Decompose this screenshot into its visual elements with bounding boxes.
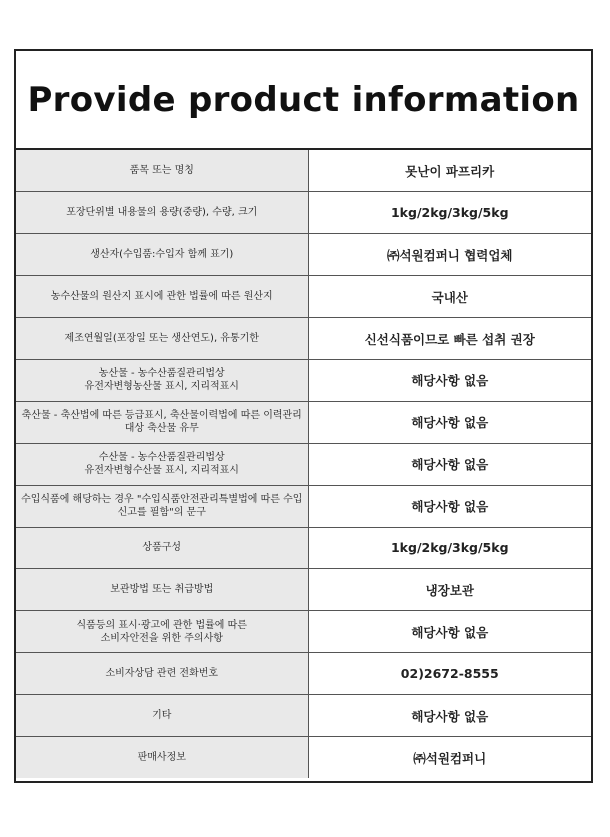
table-row — [16, 736, 591, 778]
row-label: 상품구성 — [16, 527, 308, 569]
row-label: 포장단위별 내용물의 용량(중량), 수량, 크기 — [16, 192, 308, 234]
row-label: 생산자(수입품:수입자 함께 표기) — [16, 234, 308, 276]
page-title: Provide product information — [27, 79, 580, 120]
row-label: 판매사정보 — [16, 736, 308, 778]
row-label: 소비자상담 관련 전화번호 — [16, 653, 308, 695]
table-row — [16, 485, 591, 527]
product-info-table — [16, 150, 591, 778]
row-label: 기타 — [16, 695, 308, 737]
table-row — [16, 192, 591, 234]
row-value: ㈜석원컴퍼니 — [413, 750, 487, 766]
row-label: 보관방법 또는 취급방법 — [16, 569, 308, 611]
row-value: 해당사항 없음 — [308, 443, 591, 485]
row-value: 신선식품이므로 빠른 섭취 권장 — [308, 318, 591, 360]
table-row — [16, 401, 591, 443]
title-box — [16, 51, 591, 150]
table-row — [16, 527, 591, 569]
table-row — [16, 443, 591, 485]
row-value: 냉장보관 — [308, 569, 591, 611]
table-row — [16, 611, 591, 653]
table-row — [16, 276, 591, 318]
row-label: 농수산물의 원산지 표시에 관한 법률에 따른 원산지 — [16, 276, 308, 318]
row-label: 축산물 - 축산법에 따른 등급표시, 축산물이력법에 따른 이력관리대상 축산물 유무 — [16, 401, 308, 443]
row-value: ㈜석원컴퍼니 협력업체 — [308, 234, 591, 276]
row-value: 못난이 파프리카 — [308, 150, 591, 192]
table-row — [16, 359, 591, 401]
product-info-sheet — [14, 49, 593, 783]
row-value: 02)2672-8555 — [308, 653, 591, 695]
table-row — [16, 234, 591, 276]
row-label: 제조연월일(포장일 또는 생산연도), 유통기한 — [16, 318, 308, 360]
row-value: 해당사항 없음 — [308, 359, 591, 401]
row-label: 식품등의 표시·광고에 관한 법률에 따른 소비자안전을 위한 주의사항 — [16, 611, 308, 653]
row-value: 1kg/2kg/3kg/5kg — [308, 192, 591, 234]
row-value: 해당사항 없음 — [308, 695, 591, 737]
row-label: 수산물 - 농수산품질관리법상 유전자변형수산물 표시, 지리적표시 — [16, 443, 308, 485]
row-value: 해당사항 없음 — [308, 401, 591, 443]
row-value: 국내산 — [308, 276, 591, 318]
table-row — [16, 695, 591, 737]
product-info-rows — [16, 150, 591, 778]
table-row — [16, 318, 591, 360]
row-value: 1kg/2kg/3kg/5kg — [308, 527, 591, 569]
row-value: 해당사항 없음 — [308, 485, 591, 527]
row-label: 농산물 - 농수산품질관리법상 유전자변형농산물 표시, 지리적표시 — [16, 359, 308, 401]
row-label: 수입식품에 해당하는 경우 "수입식품안전관리특별법에 따른 수입신고를 필함"의 문구 — [16, 485, 308, 527]
table-row — [16, 653, 591, 695]
row-label: 품목 또는 명칭 — [16, 150, 308, 192]
table-row — [16, 569, 591, 611]
table-row — [16, 150, 591, 192]
row-value: 해당사항 없음 — [308, 611, 591, 653]
